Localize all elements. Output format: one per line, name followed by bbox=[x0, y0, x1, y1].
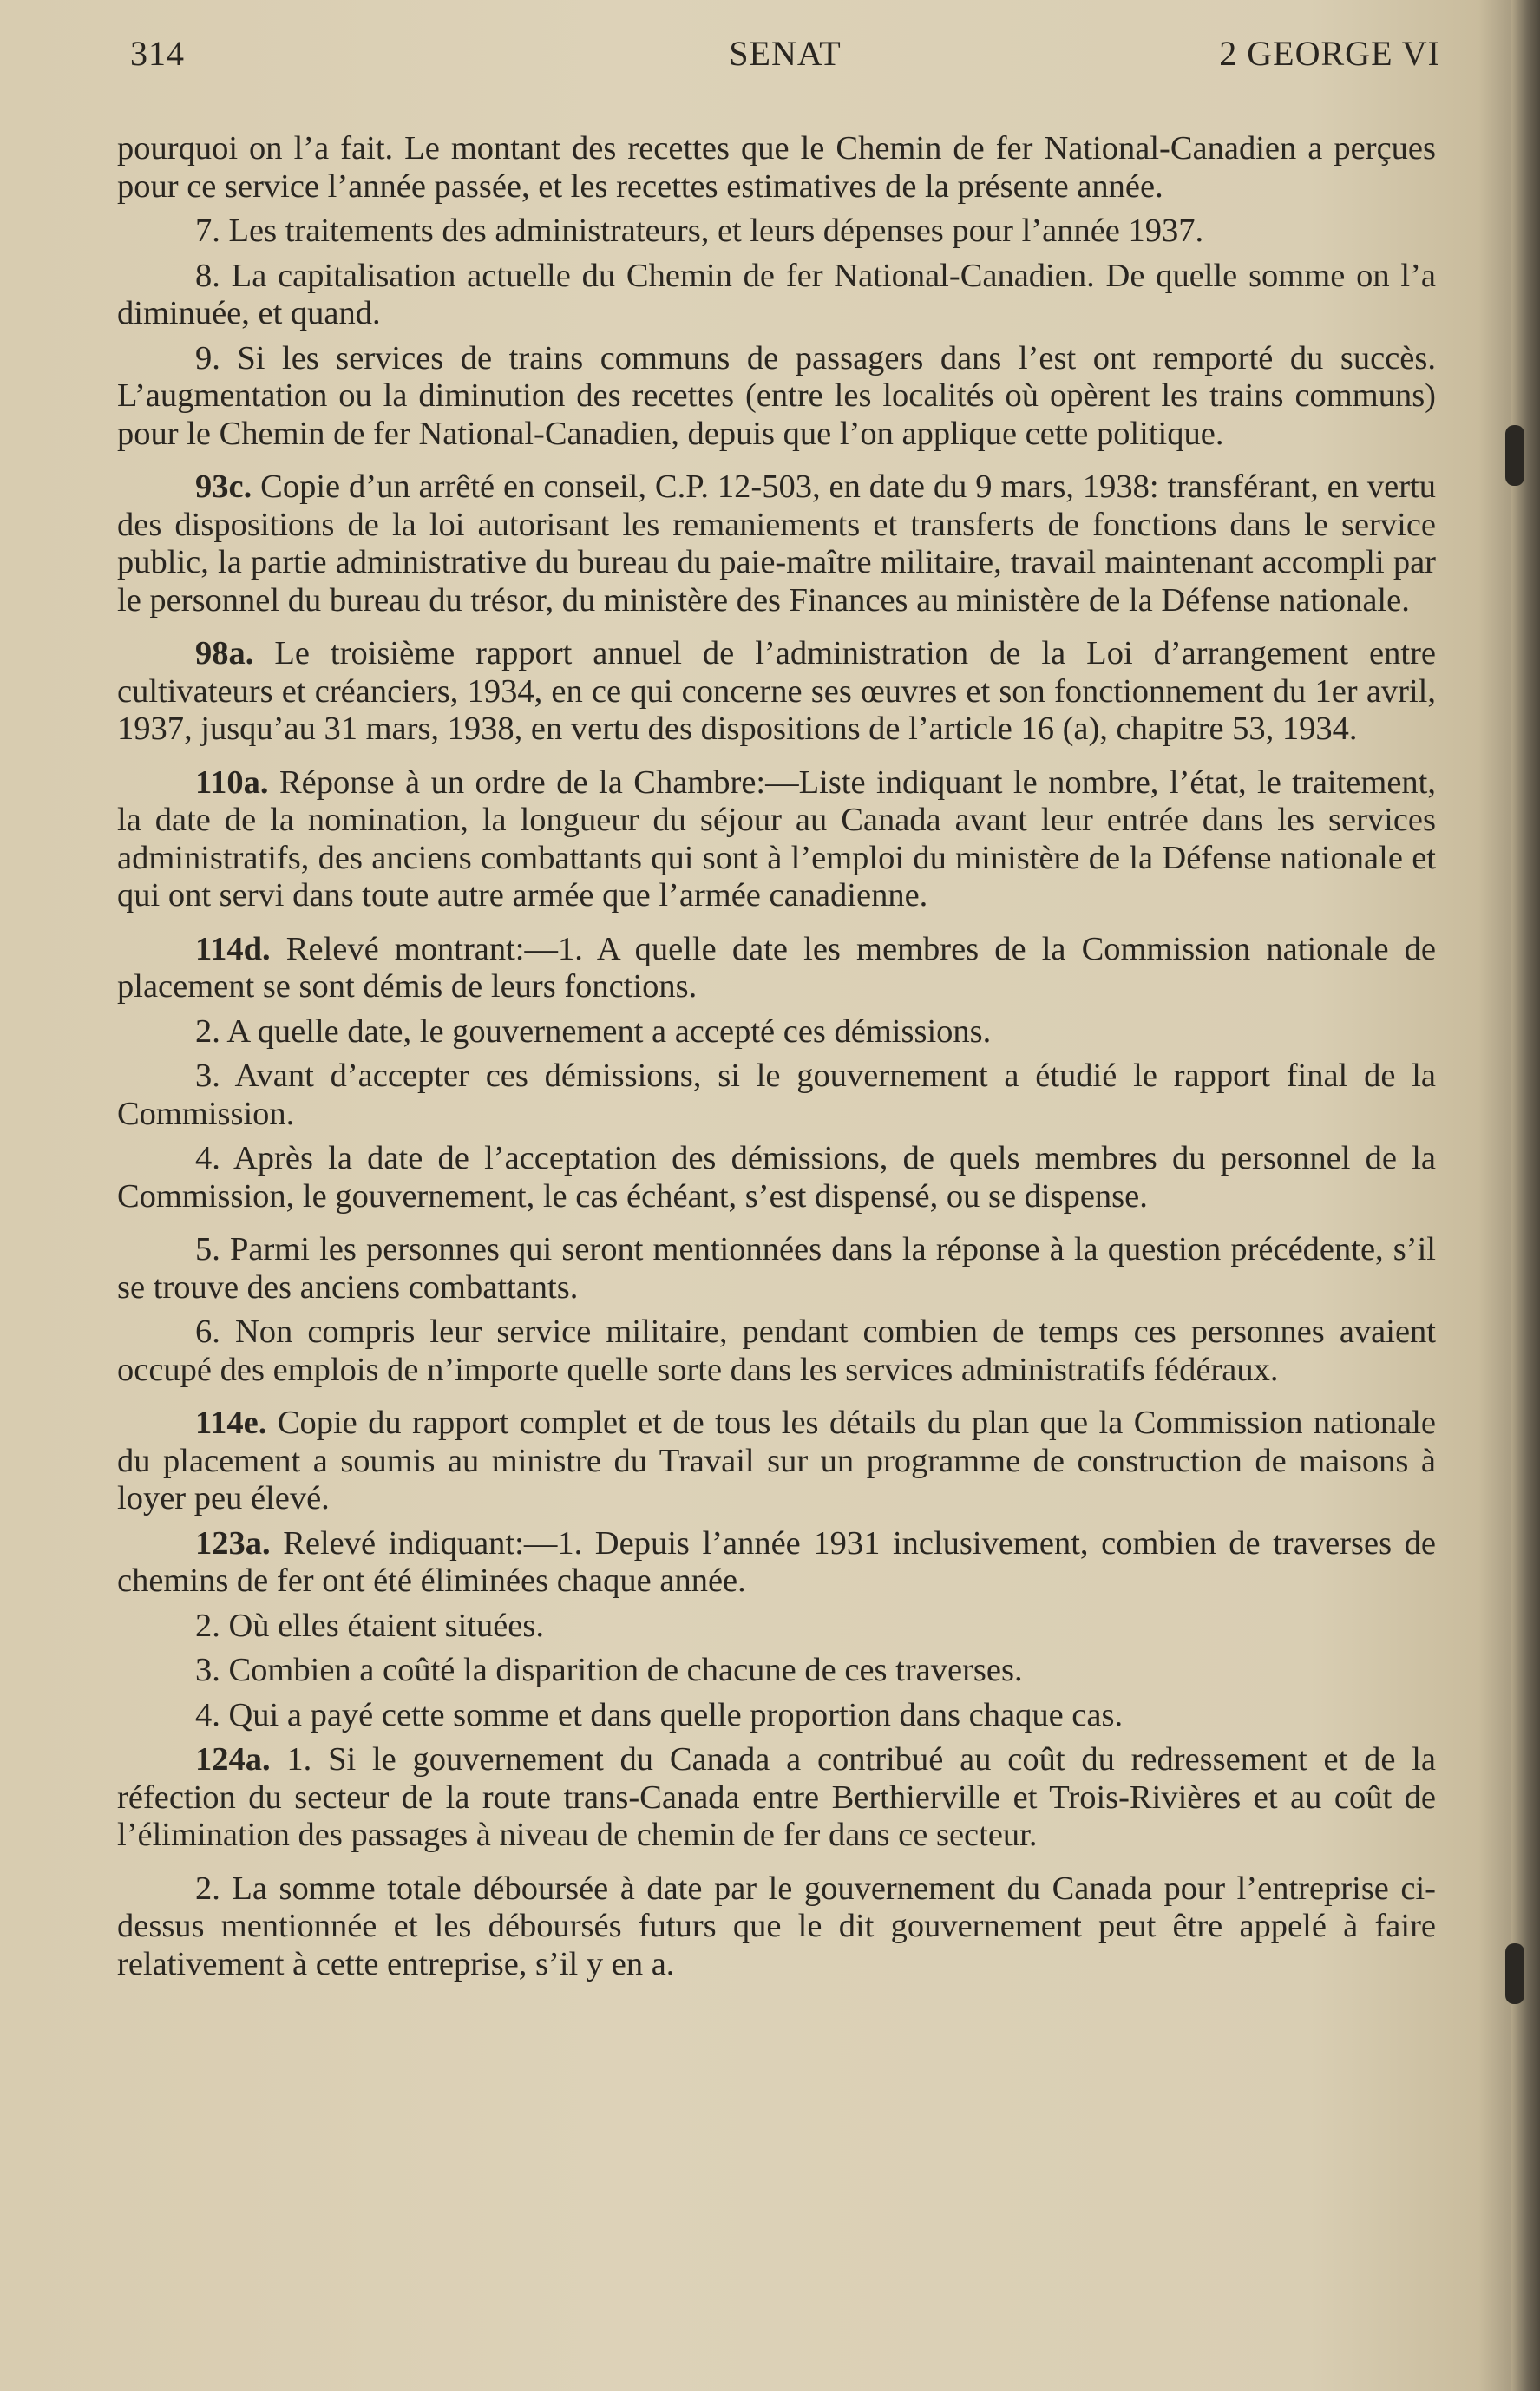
paragraph: 8. La capitalisation actuelle du Chemin de fer National-Canadien. De quelle somme on l’a diminuée, et quand. bbox=[117, 257, 1436, 331]
paragraph: 124a. 1. Si le gouvernement du Canada a contribué au coût du redressement et de la réfection du secteur de la route trans-Canada entre Berthierville et Trois-Rivières et au coût de l’élimination des passages à niveau de chemin de fer dans ce secteur. bbox=[117, 1741, 1436, 1853]
running-title: SENAT bbox=[729, 34, 842, 73]
item-number: 98a. bbox=[195, 635, 254, 671]
paragraph: 114e. Copie du rapport complet et de tous les détails du plan que la Commission nationale du placement a soumis au ministre du Travail sur un programme de construction de maisons à loyer peu élevé. bbox=[117, 1405, 1436, 1516]
page-number: 314 bbox=[130, 34, 185, 73]
paragraph: 2. Où elles étaient situées. bbox=[195, 1607, 544, 1644]
page-edge-shadow bbox=[1511, 0, 1540, 2391]
paragraph: 4. Après la date de l’acceptation des démissions, de quels membres du personnel de la Commission, le gouvernement, le cas échéant, s’est dispensé, ou se dispense. bbox=[117, 1140, 1436, 1215]
paragraph: pourquoi on l’a fait. Le montant des recettes que le Chemin de fer National-Canadien a perçues pour ce service l’année passée, et les recettes estimatives de la présente année. bbox=[117, 130, 1436, 205]
paragraph: 110a. Réponse à un ordre de la Chambre:—Liste indiquant le nombre, l’état, le traitement, la date de la nomination, la longueur du séjour au Canada avant leur entrée dans les services administratifs, des anciens combattants qui sont à l’emploi du ministère de la Défense nationale et qui ont servi dans toute autre armée que l’armée canadienne. bbox=[117, 763, 1436, 914]
paragraph: 5. Parmi les personnes qui seront mentionnées dans la réponse à la question précédente, s’il se trouve des anciens combattants. bbox=[117, 1231, 1436, 1306]
regnal-year: 2 GEORGE VI bbox=[1219, 34, 1440, 73]
paragraph: 9. Si les services de trains communs de passagers dans l’est ont remporté du succès. L’augmentation ou la diminution des recettes (entre les localités où opèrent les trains communs) pour le Chemin de fer National-Canadien, depuis que l’on applique cette politique. bbox=[117, 339, 1436, 452]
running-head bbox=[130, 26, 1440, 78]
paragraph: 7. Les traitements des administrateurs, et leurs dépenses pour l’année 1937. bbox=[195, 213, 1204, 249]
item-number: 123a. bbox=[195, 1524, 271, 1562]
binding-mark bbox=[1505, 1943, 1524, 2004]
paragraph: 114d. Relevé montrant:—1. A quelle date les membres de la Commission nationale de placement se sont démis de leurs fonctions. bbox=[117, 930, 1436, 1005]
body-text bbox=[117, 130, 1436, 1990]
paragraph: 3. Combien a coûté la disparition de chacune de ces traverses. bbox=[195, 1652, 1023, 1688]
item-number: 93c. bbox=[195, 468, 252, 505]
item-number: 114e. bbox=[195, 1405, 267, 1441]
paragraph: 93c. Copie d’un arrêté en conseil, C.P. 12-503, en date du 9 mars, 1938: transférant, en vertu des dispositions de la loi autorisant les remaniements et transferts de fonctions dans le service public, la partie administrative du bureau du paie-maître militaire, travail maintenant accompli par le personnel du bureau du trésor, du ministère des Finances au ministère de la Défense nationale. bbox=[117, 468, 1436, 619]
paragraph: 2. A quelle date, le gouvernement a accepté ces démissions. bbox=[195, 1012, 992, 1050]
paragraph: 2. La somme totale déboursée à date par le gouvernement du Canada pour l’entreprise ci-dessus mentionnée et les déboursés futurs que le dit gouvernement peut être appelé à faire relativement à cette entreprise, s’il y en a. bbox=[117, 1870, 1436, 1982]
item-number: 114d. bbox=[195, 930, 271, 967]
item-number: 110a. bbox=[195, 763, 269, 801]
paragraph: 3. Avant d’accepter ces démissions, si le gouvernement a étudié le rapport final de la Commission. bbox=[117, 1058, 1436, 1132]
item-number: 124a. bbox=[195, 1741, 271, 1778]
paragraph: 98a. Le troisième rapport annuel de l’administration de la Loi d’arrangement entre cultivateurs et créanciers, 1934, en ce qui concerne ses œuvres et son fonctionnement du 1er avril, 1937, jusqu’au 31 mars, 1938, en vertu des dispositions de l’article 16 (a), chapitre 53, 1934. bbox=[117, 635, 1436, 747]
paragraph: 4. Qui a payé cette somme et dans quelle proportion dans chaque cas. bbox=[195, 1696, 1124, 1733]
binding-mark bbox=[1505, 425, 1524, 486]
paragraph: 6. Non compris leur service militaire, pendant combien de temps ces personnes avaient occupé des emplois de n’importe quelle sorte dans les services administratifs fédéraux. bbox=[117, 1313, 1436, 1388]
paragraph: 123a. Relevé indiquant:—1. Depuis l’année 1931 inclusivement, combien de traverses de chemins de fer ont été éliminées chaque année. bbox=[117, 1524, 1436, 1599]
